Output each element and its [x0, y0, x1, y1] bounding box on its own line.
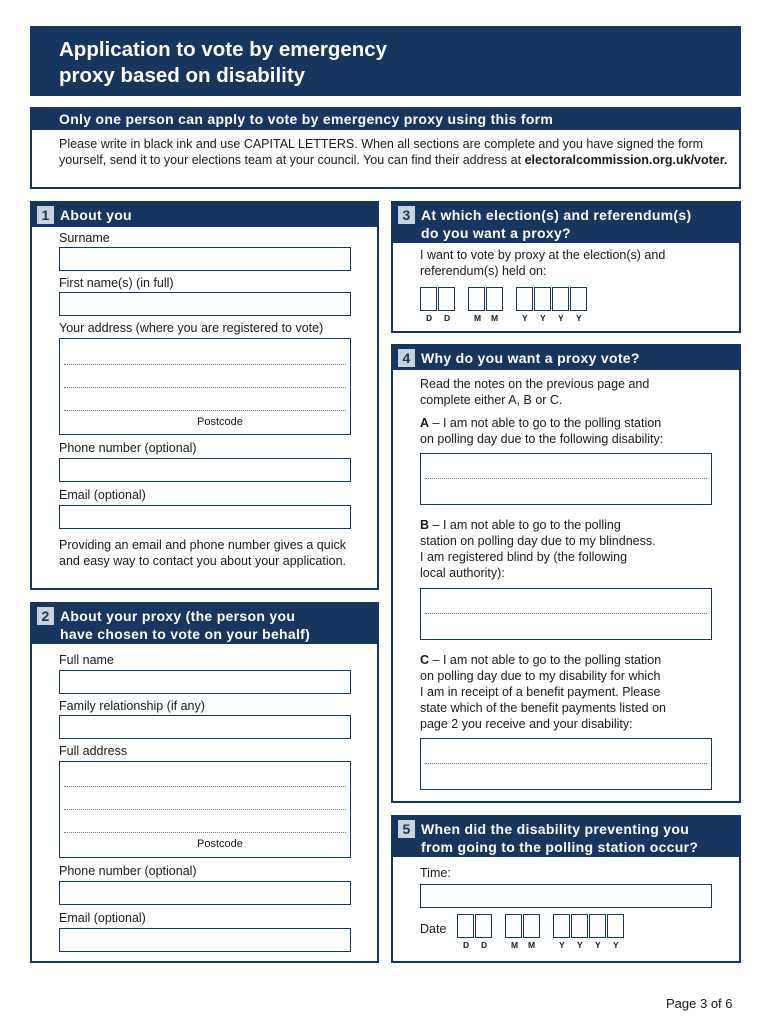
address-field[interactable] [59, 338, 351, 435]
email-label: Email (optional) [59, 488, 146, 502]
proxy-full-name-field[interactable] [59, 670, 351, 694]
proxy-postcode-label: Postcode [197, 838, 243, 850]
date-label: D [444, 313, 451, 323]
disability-date-year-2[interactable] [571, 914, 588, 938]
field-line [425, 763, 707, 764]
disability-date-day-2[interactable] [475, 914, 492, 938]
surname-label: Surname [59, 231, 110, 245]
section-3-title-line2: do you want a proxy? [421, 225, 571, 241]
field-line [425, 478, 707, 479]
election-date-day-2[interactable] [438, 287, 455, 311]
section-5-title-line2: from going to the polling station occur? [421, 839, 699, 855]
date-label: Y [595, 940, 602, 950]
section-2-number: 2 [37, 607, 54, 625]
reason-intro-line1: Read the notes on the previous page and [420, 377, 650, 391]
section-2-heading [32, 604, 377, 644]
contact-note: Providing an email and phone number gives a quick and easy way to contact you about your application. [59, 538, 346, 568]
election-date-year-2[interactable] [534, 287, 551, 311]
intro-text [32, 130, 739, 168]
date-label: D [426, 313, 433, 323]
option-c-line2: on polling day due to my disability for which [420, 669, 661, 683]
option-b-line2: station on polling day due to my blindness. [420, 534, 656, 548]
section-about-you [30, 201, 379, 590]
section-5-number: 5 [398, 820, 415, 838]
election-date-month-2[interactable] [486, 287, 503, 311]
phone-label: Phone number (optional) [59, 441, 197, 455]
phone-field[interactable] [59, 458, 351, 482]
disability-date-year-3[interactable] [589, 914, 606, 938]
section-4-title: Why do you want a proxy vote? [421, 350, 640, 366]
intro-box [30, 107, 741, 189]
proxy-address-field[interactable] [59, 761, 351, 858]
proxy-email-label: Email (optional) [59, 911, 146, 925]
option-a-line2: on polling day due to the following disability: [420, 432, 664, 446]
option-c-line5: page 2 you receive and your disability: [420, 717, 633, 731]
proxy-email-field[interactable] [59, 928, 351, 952]
section-disability-date [391, 815, 741, 963]
option-b-field[interactable] [420, 588, 712, 640]
option-c-line3: I am in receipt of a benefit payment. Please [420, 685, 661, 699]
form-title-line1: Application to vote by emergency [59, 38, 388, 61]
option-a-field[interactable] [420, 453, 712, 505]
disability-date-year-1[interactable] [553, 914, 570, 938]
section-2-title-line2: have chosen to vote on your behalf) [60, 626, 311, 642]
date-label: Y [559, 940, 566, 950]
option-b-letter: B [420, 518, 430, 532]
reason-intro-line2: complete either A, B or C. [420, 393, 563, 407]
intro-heading: Only one person can apply to vote by emergency proxy using this form [32, 109, 739, 130]
proxy-phone-label: Phone number (optional) [59, 864, 197, 878]
address-label: Your address (where you are registered to vote) [59, 321, 324, 335]
disability-date-month-1[interactable] [505, 914, 522, 938]
date-label: M [528, 940, 536, 950]
relationship-label: Family relationship (if any) [59, 699, 205, 713]
address-line [64, 809, 346, 810]
form-title-banner [30, 26, 741, 96]
form-title-line2: proxy based on disability [59, 64, 306, 87]
section-about-proxy [30, 602, 379, 963]
option-a-letter: A [420, 416, 430, 430]
option-c-letter: C [420, 653, 430, 667]
proxy-address-label: Full address [59, 744, 128, 758]
date-label: Y [558, 313, 565, 323]
option-b-line3: I am registered blind by (the following [420, 550, 628, 564]
election-date-year-4[interactable] [570, 287, 587, 311]
section-3-number: 3 [398, 206, 415, 224]
section-3-heading [393, 203, 739, 243]
address-line [64, 786, 346, 787]
section-5-title-line1: When did the disability preventing you [421, 821, 690, 837]
disability-date-month-2[interactable] [523, 914, 540, 938]
option-b-text: – I am not able to go to the polling [432, 518, 621, 532]
election-text-line1: I want to vote by proxy at the election(s) and [420, 248, 666, 262]
address-line [64, 364, 346, 365]
address-line [64, 832, 346, 833]
postcode-label: Postcode [197, 416, 243, 428]
date-label: Y [576, 313, 583, 323]
date-label: Y [613, 940, 620, 950]
election-date-month-1[interactable] [468, 287, 485, 311]
email-field[interactable] [59, 505, 351, 529]
section-reason [391, 344, 741, 803]
field-line [425, 613, 707, 614]
election-date-year-1[interactable] [516, 287, 533, 311]
election-text-line2: referendum(s) held on: [420, 264, 547, 278]
election-date-year-3[interactable] [552, 287, 569, 311]
date-label: Y [522, 313, 529, 323]
option-a-text: – I am not able to go to the polling station [432, 416, 662, 430]
option-a-line1 [420, 415, 661, 431]
disability-date-year-4[interactable] [607, 914, 624, 938]
option-c-text: – I am not able to go to the polling station [432, 653, 662, 667]
date-label-text: Date [420, 922, 447, 936]
option-b-line1 [420, 517, 621, 533]
option-c-line4: state which of the benefit payments listed on [420, 701, 666, 715]
section-4-number: 4 [398, 349, 415, 367]
date-label: M [511, 940, 519, 950]
date-label: Y [577, 940, 584, 950]
date-label: D [481, 940, 488, 950]
section-5-heading [393, 817, 739, 857]
time-label: Time: [420, 866, 451, 880]
address-line [64, 387, 346, 388]
section-4-heading [393, 346, 739, 370]
date-label: M [491, 313, 499, 323]
section-1-heading [32, 203, 377, 227]
option-c-field[interactable] [420, 738, 712, 790]
intro-body: Please write in black ink and use CAPITAL LETTERS. When all sections are complete and you have signed the form yourself, send it to your elections team at your council. You can find their address at [59, 137, 704, 167]
disability-date-day-1[interactable] [457, 914, 474, 938]
date-label: D [463, 940, 470, 950]
section-1-number: 1 [37, 206, 54, 224]
section-elections [391, 201, 741, 333]
date-label: M [474, 313, 482, 323]
time-field[interactable] [420, 884, 712, 908]
section-2-title-line1: About your proxy (the person you [60, 608, 296, 624]
relationship-field[interactable] [59, 715, 351, 739]
address-line [64, 410, 346, 411]
proxy-full-name-label: Full name [59, 653, 114, 667]
first-names-field[interactable] [59, 292, 351, 316]
option-c-line1 [420, 652, 661, 668]
section-1-title: About you [60, 207, 132, 223]
intro-link[interactable]: electoralcommission.org.uk/voter. [524, 153, 728, 167]
date-label: Y [540, 313, 547, 323]
surname-field[interactable] [59, 247, 351, 271]
section-3-title-line1: At which election(s) and referendum(s) [421, 207, 692, 223]
proxy-phone-field[interactable] [59, 881, 351, 905]
election-date-day-1[interactable] [420, 287, 437, 311]
first-names-label: First name(s) (in full) [59, 276, 174, 290]
page-number: Page 3 of 6 [666, 996, 733, 1011]
option-b-line4: local authority): [420, 566, 505, 580]
